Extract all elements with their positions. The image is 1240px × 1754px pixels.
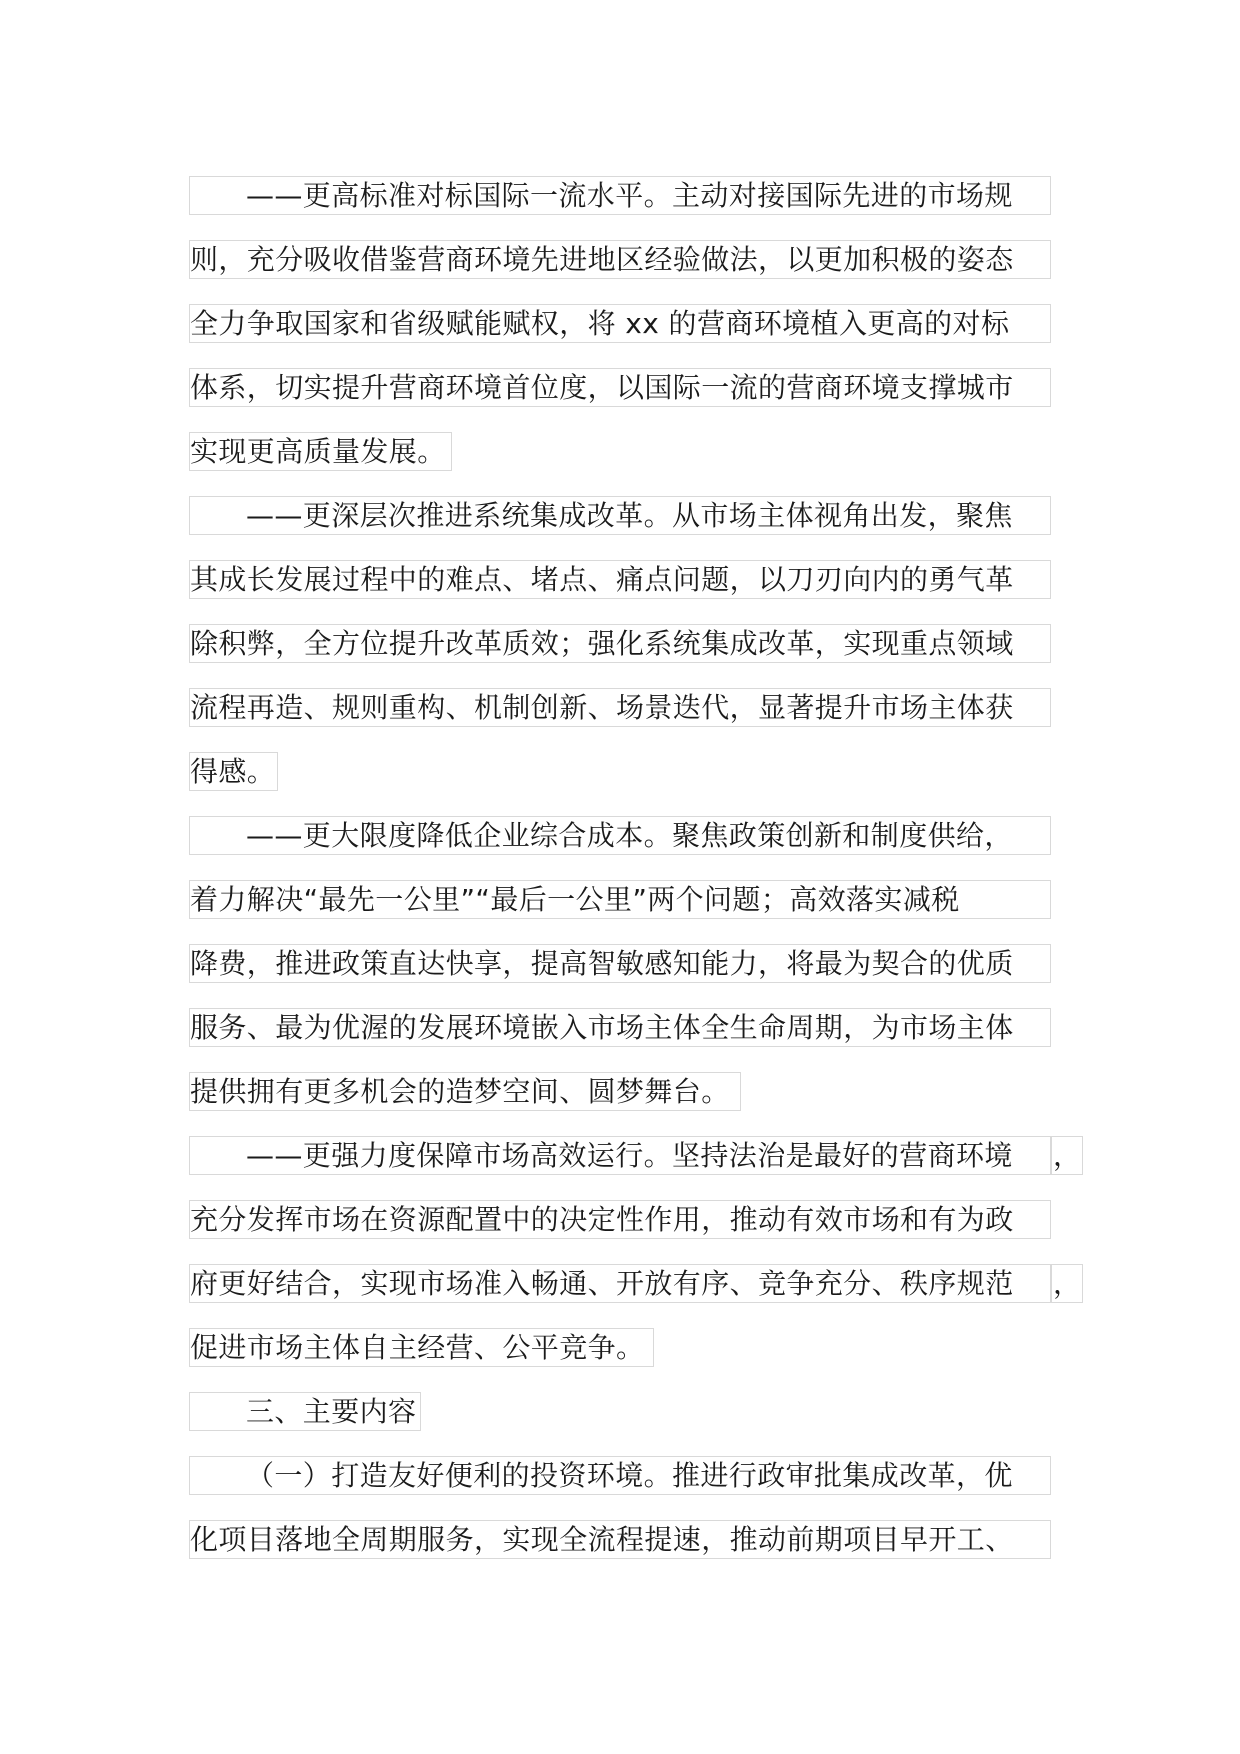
text-line: ——更大限度降低企业综合成本。聚焦政策创新和制度供给， (189, 816, 1051, 855)
text-line: ——更深层次推进系统集成改革。从市场主体视角出发，聚焦 (189, 496, 1051, 535)
text-line: ——更高标准对标国际一流水平。主动对接国际先进的市场规 (189, 176, 1051, 215)
text-line: 化项目落地全周期服务，实现全流程提速，推动前期项目早开工、 (189, 1520, 1051, 1559)
text-line: 流程再造、规则重构、机制创新、场景迭代，显著提升市场主体获 (189, 688, 1051, 727)
text-line: 则，充分吸收借鉴营商环境先进地区经验做法，以更加积极的姿态 (189, 240, 1051, 279)
text-line: 着力解决“最先一公里”“最后一公里”两个问题；高效落实减税 (189, 880, 1051, 919)
text-line: 充分发挥市场在资源配置中的决定性作用，推动有效市场和有为政 (189, 1200, 1051, 1239)
text-line: （一）打造友好便利的投资环境。推进行政审批集成改革，优 (189, 1456, 1051, 1495)
section-heading: 三、主要内容 (189, 1392, 421, 1431)
text-line: ——更强力度保障市场高效运行。坚持法治是最好的营商环境 (189, 1136, 1051, 1175)
text-line: 其成长发展过程中的难点、堵点、痛点问题，以刀刃向内的勇气革 (189, 560, 1051, 599)
text-line: 实现更高质量发展。 (189, 432, 452, 471)
text-line: 全力争取国家和省级赋能赋权，将 xx 的营商环境植入更高的对标 (189, 304, 1051, 343)
text-line: 府更好结合，实现市场准入畅通、开放有序、竞争充分、秩序规范 (189, 1264, 1051, 1303)
trailing-comma: ， (1051, 1136, 1083, 1175)
text-line: 服务、最为优渥的发展环境嵌入市场主体全生命周期，为市场主体 (189, 1008, 1051, 1047)
text-line: 提供拥有更多机会的造梦空间、圆梦舞台。 (189, 1072, 741, 1111)
text-line: 得感。 (189, 752, 278, 791)
text-line: 降费，推进政策直达快享，提高智敏感知能力，将最为契合的优质 (189, 944, 1051, 983)
text-line: 促进市场主体自主经营、公平竞争。 (189, 1328, 654, 1367)
text-line: 体系，切实提升营商环境首位度，以国际一流的营商环境支撑城市 (189, 368, 1051, 407)
text-line: 除积弊，全方位提升改革质效；强化系统集成改革，实现重点领域 (189, 624, 1051, 663)
trailing-comma: ， (1051, 1264, 1083, 1303)
